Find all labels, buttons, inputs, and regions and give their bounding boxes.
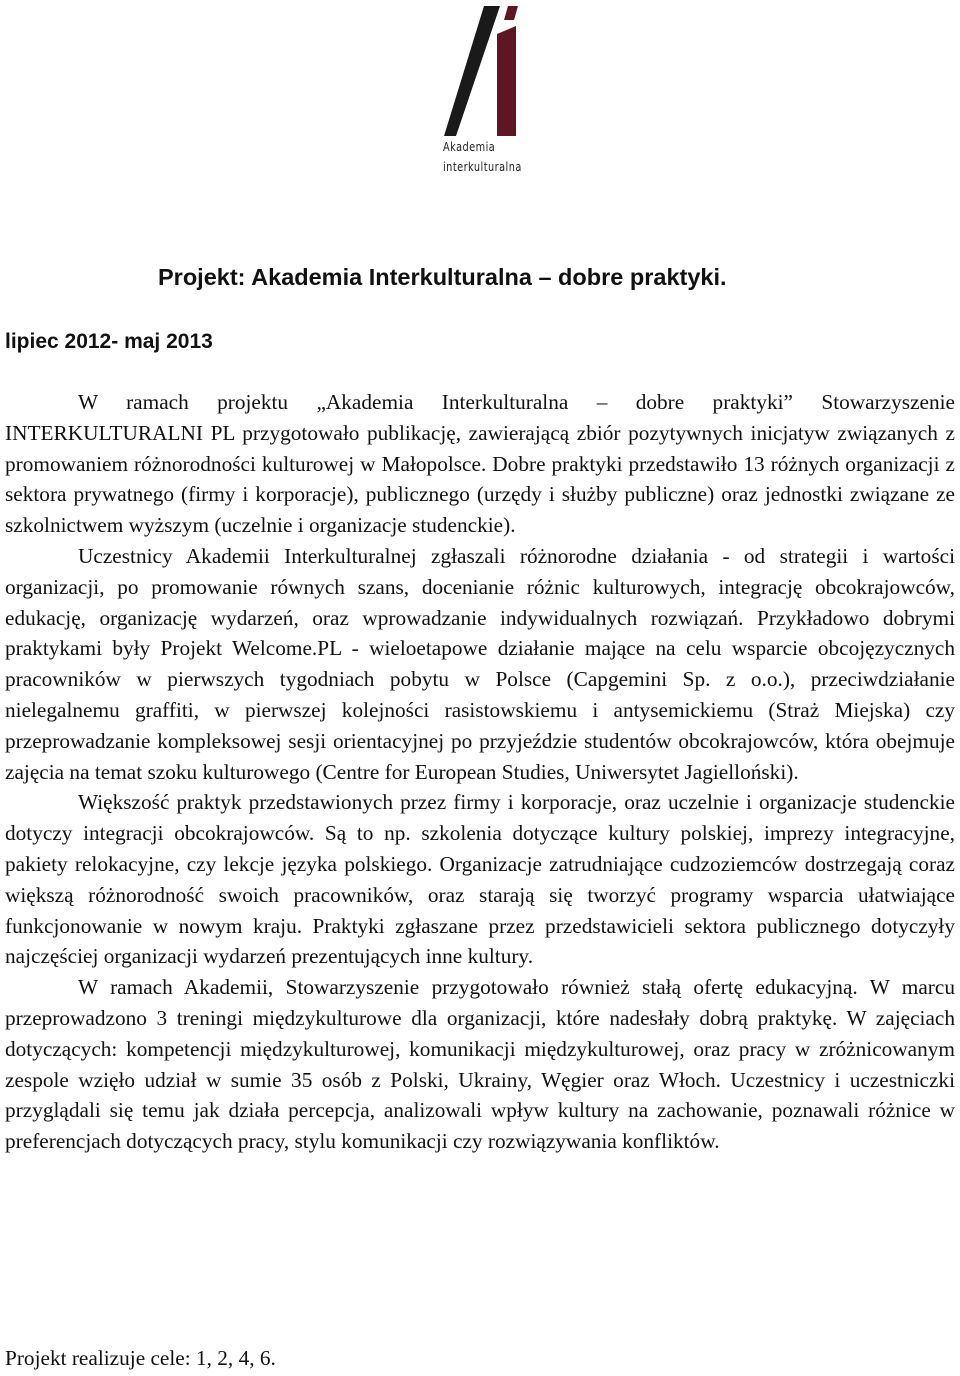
akademia-interkulturalna-logo xyxy=(438,4,528,182)
logo-text-akademia: Akademia xyxy=(443,139,496,154)
project-date-range: lipiec 2012- maj 2013 xyxy=(5,330,213,353)
logo-mark-icon xyxy=(438,4,528,144)
paragraph-1: W ramach projektu „Akademia Interkulturalna – dobre praktyki” Stowarzyszenie INTERKULTURALNI PL przygotowało publikację, zawierającą zbiór pozytywnych inicjatyw związanych z promowaniem różnorodności kulturowej w Małopolsce. Dobre praktyki przedstawiło 13 różnych organizacji z sektora prywatnego (firmy i korporacje), publicznego (urzędy i służby publiczne) oraz jednostki związane ze szkolnictwem wyższym (uczelnie i organizacje studenckie). xyxy=(5,390,955,538)
document-title: Projekt: Akademia Interkulturalna – dobre praktyki. xyxy=(158,264,727,290)
paragraph-4: W ramach Akademii, Stowarzyszenie przygotowało również stałą ofertę edukacyjną. W marcu przeprowadzono 3 treningi międzykulturowe dla organizacji, które nadesłały dobrą praktykę. W zajęciach dotyczących: kompetencji międzykulturowej, komunikacji międzykulturowej, oraz pracy w zróżnicowanym zespole wzięło udział w sumie 35 osób z Polski, Ukrainy, Węgier oraz Włoch. Uczestnicy i uczestniczki przyglądali się temu jak działa percepcja, analizowali wpływ kultury na zachowanie, poznawali różnice w preferencjach dotyczących pracy, stylu komunikacji czy rozwiązywania konfliktów. xyxy=(5,975,955,1154)
paragraph-3: Większość praktyk przedstawionych przez firmy i korporacje, oraz uczelnie i organizacje studenckie dotyczy integracji obcokrajowców. Są to np. szkolenia dotyczące kultury polskiej, imprezy integracyjne, pakiety relokacyjne, czy lekcje języka polskiego. Organizacje zatrudniające cudzoziemców dostrzegają coraz większą różnorodność swoich pracowników, oraz starają się tworzyć programy wsparcia ułatwiające funkcjonowanie w nowym kraju. Praktyki zgłaszane przez przedstawicieli sektora publicznego dotyczyły najczęściej organizacji wydarzeń prezentujących inne kultury. xyxy=(5,790,955,969)
paragraph-2: Uczestnicy Akademii Interkulturalnej zgłaszali różnorodne działania - od strategii i wartości organizacji, po promowanie równych szans, docenianie różnic kulturowych, integrację obcokrajowców, edukację, organizację wydarzeń, oraz wprowadzanie indywidualnych rozwiązań. Przykładowo dobrymi praktykami były Projekt Welcome.PL - wieloetapowe działanie mające na celu wsparcie obcojęzycznych pracowników w pierwszych tygodniach pobytu w Polsce (Capgemini Sp. z o.o.), przeciwdziałanie nielegalnemu graffiti, w pierwszej kolejności rasistowskiemu i antysemickiemu (Straż Miejska) czy przeprowadzanie kompleksowej sesji orientacyjnej po przyjeździe studentów obcokrajowców, która obejmuje zajęcia na temat szoku kulturowego (Centre for European Studies, Uniwersytet Jagielloński). xyxy=(5,543,955,784)
document-body xyxy=(5,387,955,1157)
logo-text-interkulturalna: interkulturalna xyxy=(443,159,522,174)
project-goals-line: Projekt realizuje cele: 1, 2, 4, 6. xyxy=(5,1346,276,1370)
